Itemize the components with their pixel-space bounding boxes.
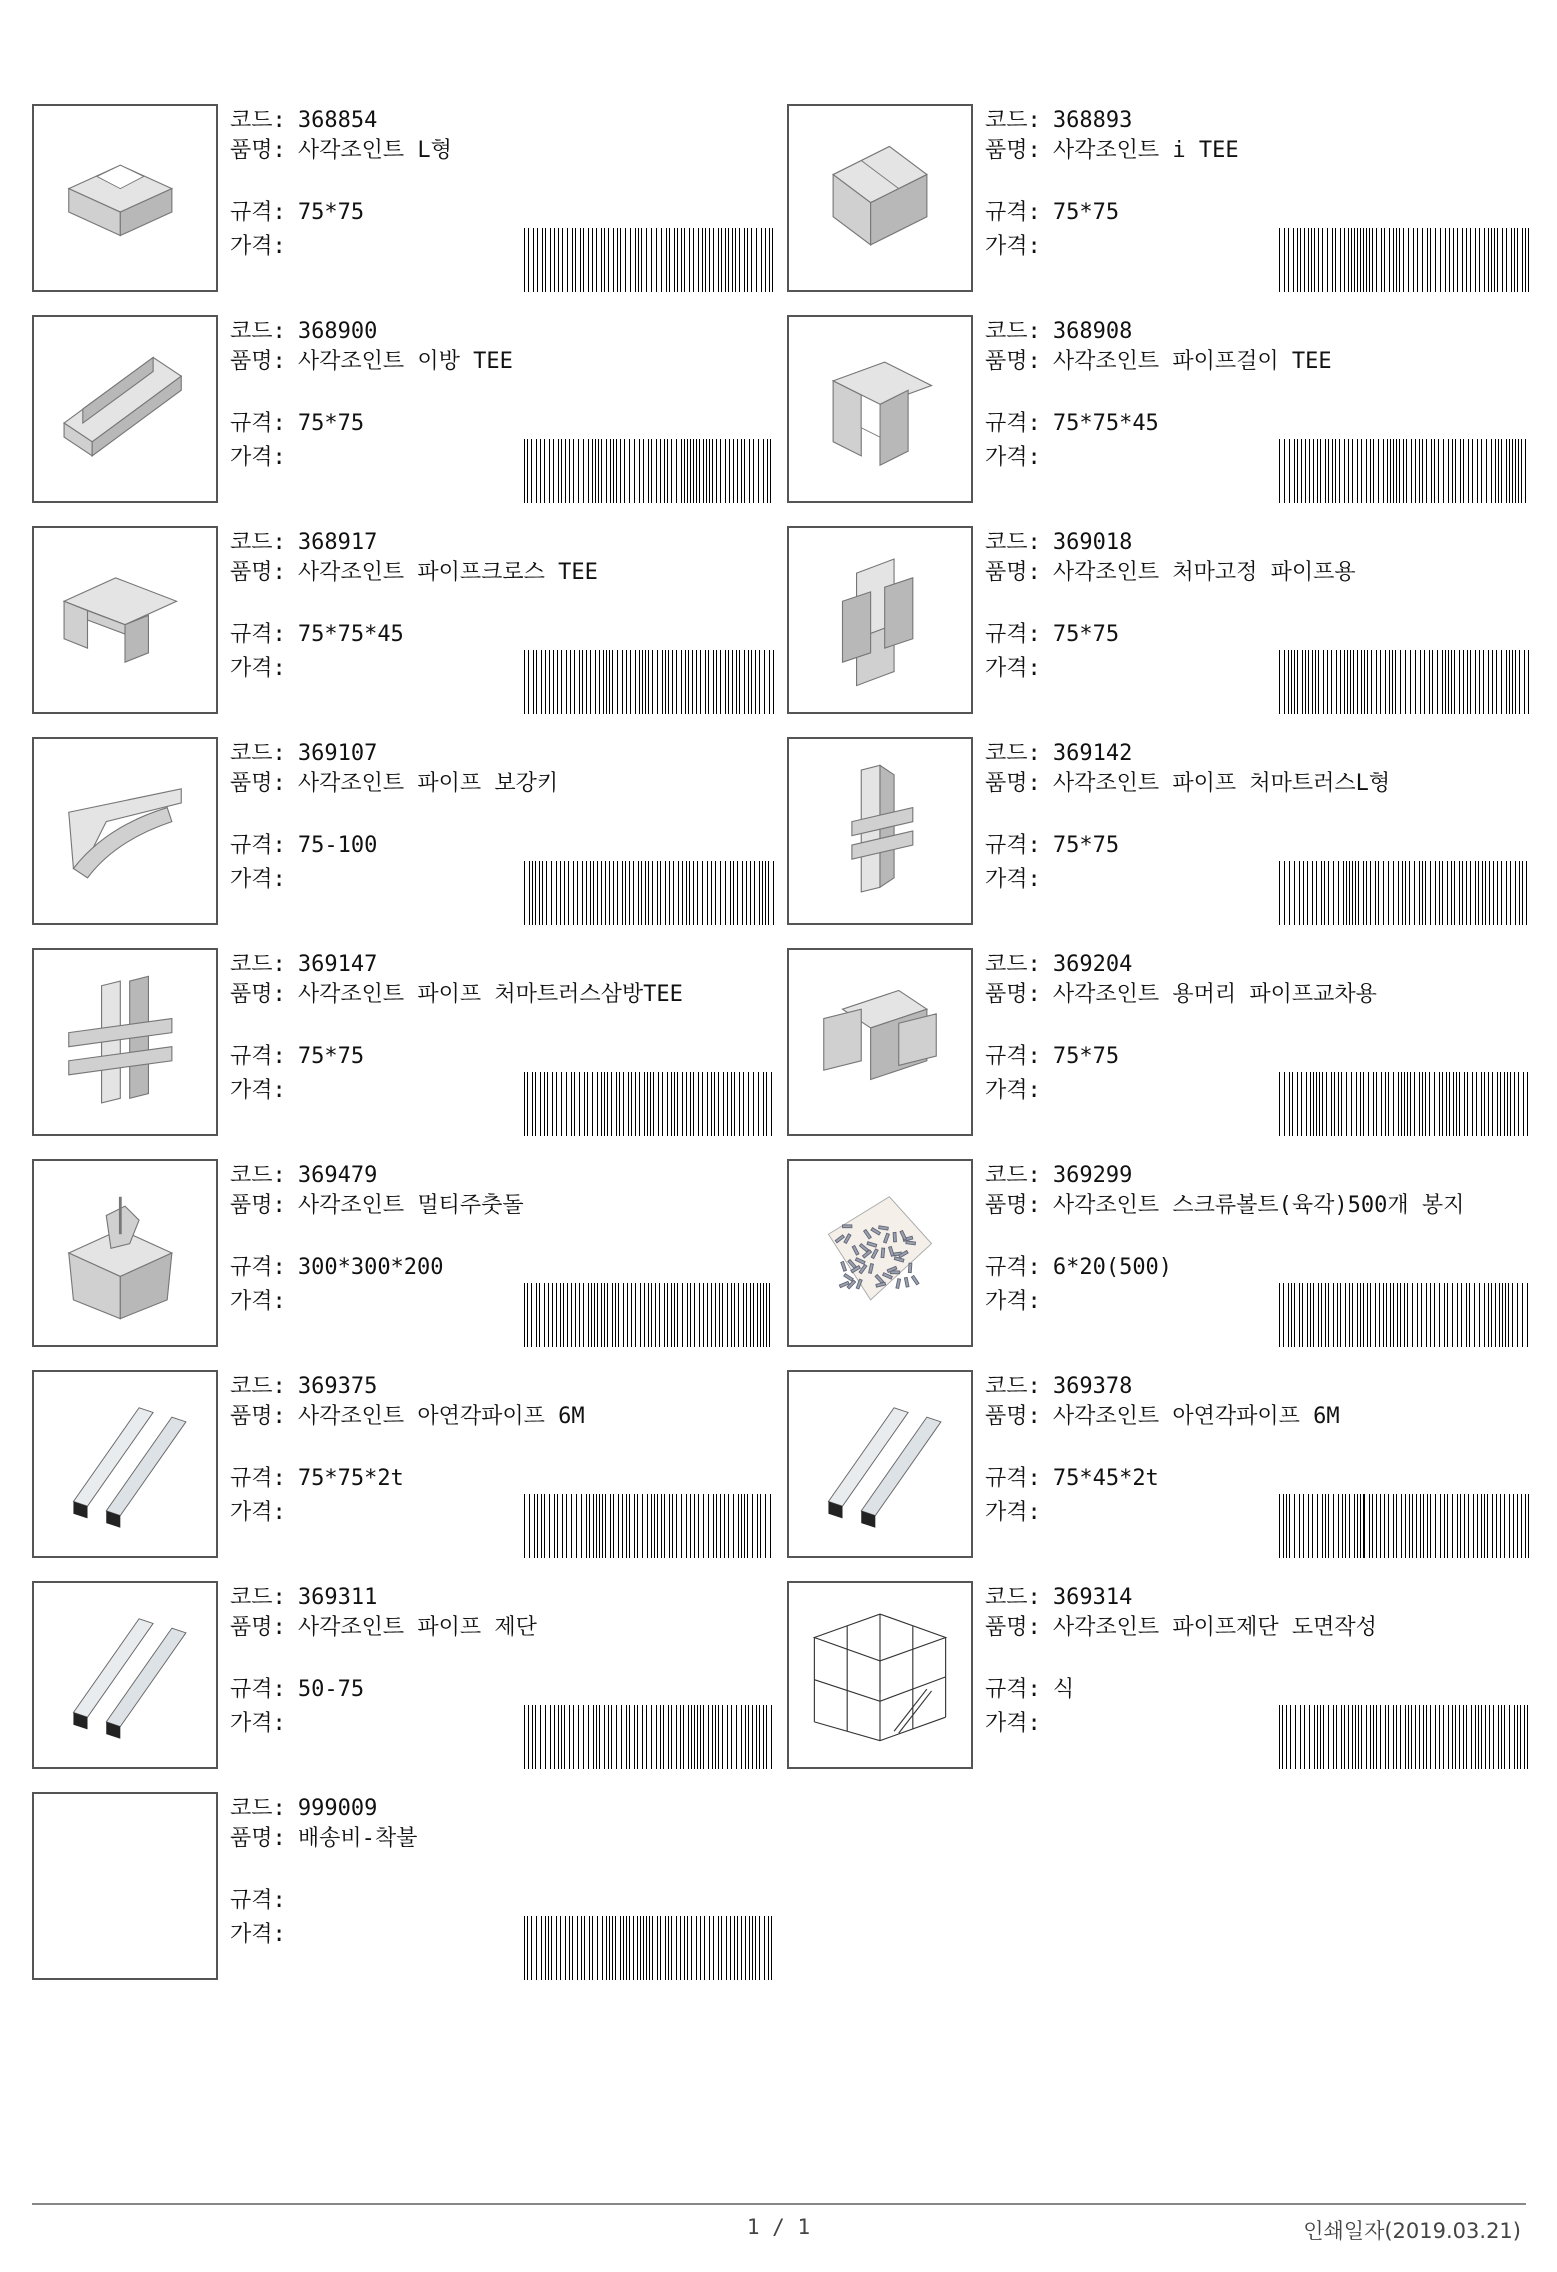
name-label: 품명: bbox=[230, 560, 286, 585]
pipe-hanger-tee-icon bbox=[805, 334, 955, 484]
spec-label: 규격: bbox=[985, 200, 1041, 225]
product-code: 369314 bbox=[1052, 1585, 1133, 1610]
spec-row bbox=[985, 1677, 1074, 1703]
name-label: 품명: bbox=[985, 1193, 1041, 1218]
barcode bbox=[1279, 1283, 1529, 1347]
name-row bbox=[985, 138, 1239, 164]
spec-label: 규격: bbox=[985, 1255, 1041, 1280]
name-label: 품명: bbox=[230, 982, 286, 1007]
name-row bbox=[985, 982, 1377, 1008]
product-spec: 75*75*45 bbox=[1052, 411, 1159, 436]
code-row bbox=[230, 741, 377, 767]
name-row bbox=[230, 138, 452, 164]
spec-label: 규격: bbox=[985, 1677, 1041, 1702]
name-label: 품명: bbox=[985, 138, 1041, 163]
product-name: 사각조인트 아연각파이프 6M bbox=[1052, 1404, 1340, 1429]
spec-row bbox=[985, 1044, 1119, 1070]
product-name: 사각조인트 용머리 파이프교차용 bbox=[1052, 982, 1377, 1007]
product-item bbox=[787, 1159, 1532, 1351]
product-thumbnail bbox=[787, 948, 973, 1136]
pipe-cross-tee-icon bbox=[50, 545, 200, 695]
code-row bbox=[985, 1163, 1132, 1189]
product-code: 368900 bbox=[297, 319, 378, 344]
product-thumbnail bbox=[32, 1159, 218, 1347]
product-item bbox=[32, 526, 777, 718]
price-label: 가격: bbox=[230, 234, 286, 259]
spec-label: 규격: bbox=[230, 200, 286, 225]
frame-structure-icon bbox=[805, 1600, 955, 1750]
spec-label: 규격: bbox=[230, 1044, 286, 1069]
code-row bbox=[230, 1374, 377, 1400]
product-code: 369375 bbox=[297, 1374, 378, 1399]
product-name: 사각조인트 파이프 보강키 bbox=[297, 771, 559, 796]
product-name: 사각조인트 스크류볼트(육각)500개 봉지 bbox=[1052, 1193, 1465, 1218]
product-item bbox=[32, 1159, 777, 1351]
spec-row bbox=[985, 833, 1119, 859]
price-row bbox=[230, 234, 298, 260]
product-spec: 300*300*200 bbox=[297, 1255, 444, 1280]
product-thumbnail bbox=[787, 315, 973, 503]
product-name: 사각조인트 파이프 처마트러스삼방TEE bbox=[297, 982, 683, 1007]
code-row bbox=[985, 741, 1132, 767]
code-row bbox=[230, 319, 377, 345]
product-code: 369018 bbox=[1052, 530, 1133, 555]
code-label: 코드: bbox=[985, 108, 1041, 133]
barcode bbox=[524, 1916, 774, 1980]
name-row bbox=[985, 349, 1332, 375]
product-spec: 75*75 bbox=[1052, 200, 1120, 225]
product-code: 369204 bbox=[1052, 952, 1133, 977]
name-row bbox=[985, 560, 1356, 586]
product-item bbox=[32, 948, 777, 1140]
price-label: 가격: bbox=[985, 1289, 1041, 1314]
product-thumbnail bbox=[32, 948, 218, 1136]
price-label: 가격: bbox=[985, 1078, 1041, 1103]
price-label: 가격: bbox=[230, 445, 286, 470]
price-row bbox=[985, 445, 1053, 471]
product-code: 369299 bbox=[1052, 1163, 1133, 1188]
product-thumbnail bbox=[787, 104, 973, 292]
barcode bbox=[1279, 1705, 1529, 1769]
name-label: 품명: bbox=[985, 1404, 1041, 1429]
name-row bbox=[985, 1615, 1377, 1641]
code-label: 코드: bbox=[985, 1374, 1041, 1399]
barcode bbox=[524, 1283, 774, 1347]
product-code: 999009 bbox=[297, 1796, 378, 1821]
square-pipe-icon bbox=[50, 1600, 200, 1750]
code-label: 코드: bbox=[230, 952, 286, 977]
code-row bbox=[230, 1585, 377, 1611]
product-spec: 75*75 bbox=[297, 1044, 365, 1069]
code-label: 코드: bbox=[985, 530, 1041, 555]
product-thumbnail bbox=[787, 737, 973, 925]
price-label: 가격: bbox=[230, 1922, 286, 1947]
price-label: 가격: bbox=[230, 1289, 286, 1314]
price-label: 가격: bbox=[985, 1500, 1041, 1525]
product-thumbnail bbox=[787, 1370, 973, 1558]
code-label: 코드: bbox=[230, 1374, 286, 1399]
code-row bbox=[985, 1585, 1132, 1611]
name-row bbox=[985, 1193, 1525, 1219]
spec-row bbox=[230, 411, 364, 437]
code-row bbox=[230, 1796, 377, 1822]
spec-label: 규격: bbox=[230, 1466, 286, 1491]
price-row bbox=[985, 656, 1053, 682]
product-name: 사각조인트 i TEE bbox=[1052, 138, 1239, 163]
price-label: 가격: bbox=[985, 1711, 1041, 1736]
barcode bbox=[524, 1494, 774, 1558]
product-thumbnail bbox=[32, 1792, 218, 1980]
product-code: 369107 bbox=[297, 741, 378, 766]
eave-truss-three-way-icon bbox=[50, 967, 200, 1117]
name-label: 품명: bbox=[230, 1615, 286, 1640]
product-spec: 75*75 bbox=[1052, 622, 1120, 647]
footer-divider bbox=[32, 2203, 1526, 2205]
eave-truss-l-icon bbox=[805, 756, 955, 906]
price-label: 가격: bbox=[230, 1078, 286, 1103]
product-item bbox=[32, 1370, 777, 1562]
square-pipe-icon bbox=[805, 1389, 955, 1539]
price-row bbox=[230, 867, 298, 893]
code-label: 코드: bbox=[230, 741, 286, 766]
product-code: 369378 bbox=[1052, 1374, 1133, 1399]
page-number: 1 / 1 bbox=[746, 2215, 811, 2239]
name-label: 품명: bbox=[230, 138, 286, 163]
name-row bbox=[230, 771, 558, 797]
product-spec: 6*20(500) bbox=[1052, 1255, 1173, 1280]
name-label: 품명: bbox=[230, 349, 286, 374]
price-row bbox=[230, 1711, 298, 1737]
code-label: 코드: bbox=[230, 1585, 286, 1610]
product-item bbox=[787, 315, 1532, 507]
name-label: 품명: bbox=[985, 349, 1041, 374]
product-thumbnail bbox=[32, 526, 218, 714]
barcode bbox=[1279, 1494, 1529, 1558]
code-label: 코드: bbox=[985, 952, 1041, 977]
product-name: 사각조인트 L형 bbox=[297, 138, 452, 163]
eave-bracket-icon bbox=[805, 545, 955, 695]
price-label: 가격: bbox=[230, 1711, 286, 1736]
price-row bbox=[985, 1711, 1053, 1737]
product-name: 사각조인트 파이프제단 도면작성 bbox=[1052, 1615, 1377, 1640]
product-spec: 75*75 bbox=[297, 411, 365, 436]
product-spec: 75*75 bbox=[1052, 833, 1120, 858]
code-label: 코드: bbox=[985, 319, 1041, 344]
code-row bbox=[985, 108, 1132, 134]
name-row bbox=[230, 560, 598, 586]
price-row bbox=[985, 1289, 1053, 1315]
product-name: 사각조인트 파이프걸이 TEE bbox=[1052, 349, 1332, 374]
name-row bbox=[230, 1615, 537, 1641]
product-spec: 75*75 bbox=[1052, 1044, 1120, 1069]
barcode bbox=[524, 228, 774, 292]
barcode bbox=[524, 861, 774, 925]
code-label: 코드: bbox=[230, 108, 286, 133]
code-row bbox=[985, 952, 1132, 978]
name-row bbox=[230, 349, 513, 375]
spec-row bbox=[230, 1677, 364, 1703]
product-item bbox=[32, 737, 777, 929]
barcode bbox=[1279, 650, 1529, 714]
name-label: 품명: bbox=[230, 771, 286, 796]
spec-row bbox=[985, 622, 1119, 648]
code-row bbox=[985, 1374, 1132, 1400]
product-spec: 75*75*45 bbox=[297, 622, 404, 647]
spec-row bbox=[230, 1044, 364, 1070]
name-row bbox=[230, 982, 770, 1008]
code-row bbox=[230, 530, 377, 556]
product-item bbox=[787, 526, 1532, 718]
spec-row bbox=[985, 411, 1159, 437]
price-row bbox=[985, 1500, 1053, 1526]
spec-row bbox=[230, 1255, 444, 1281]
ridge-cross-icon bbox=[805, 967, 955, 1117]
price-row bbox=[230, 1078, 298, 1104]
barcode bbox=[1279, 861, 1529, 925]
spec-row bbox=[230, 1466, 404, 1492]
barcode bbox=[524, 439, 774, 503]
product-name: 사각조인트 파이프 제단 bbox=[297, 1615, 537, 1640]
spec-row bbox=[985, 1466, 1159, 1492]
product-item bbox=[32, 315, 777, 507]
spec-row bbox=[985, 1255, 1172, 1281]
product-code: 368893 bbox=[1052, 108, 1133, 133]
barcode bbox=[1279, 1072, 1529, 1136]
two-way-tee-icon bbox=[50, 334, 200, 484]
code-label: 코드: bbox=[230, 319, 286, 344]
product-item bbox=[787, 1370, 1532, 1562]
spec-label: 규격: bbox=[985, 411, 1041, 436]
price-label: 가격: bbox=[985, 234, 1041, 259]
code-row bbox=[230, 108, 377, 134]
product-name: 사각조인트 아연각파이프 6M bbox=[297, 1404, 585, 1429]
product-spec: 50-75 bbox=[297, 1677, 365, 1702]
spec-row bbox=[230, 1888, 298, 1914]
name-row bbox=[230, 1193, 524, 1219]
name-row bbox=[985, 1404, 1340, 1430]
code-row bbox=[985, 319, 1132, 345]
product-name: 사각조인트 멀티주춧돌 bbox=[297, 1193, 524, 1218]
price-row bbox=[230, 656, 298, 682]
product-spec: 식 bbox=[1052, 1677, 1075, 1702]
name-label: 품명: bbox=[230, 1193, 286, 1218]
barcode bbox=[1279, 228, 1529, 292]
product-name: 사각조인트 처마고정 파이프용 bbox=[1052, 560, 1356, 585]
product-code: 369311 bbox=[297, 1585, 378, 1610]
price-label: 가격: bbox=[985, 867, 1041, 892]
code-label: 코드: bbox=[985, 741, 1041, 766]
product-code: 369142 bbox=[1052, 741, 1133, 766]
barcode bbox=[524, 1705, 774, 1769]
product-item bbox=[787, 737, 1532, 929]
product-code: 368908 bbox=[1052, 319, 1133, 344]
product-spec: 75*45*2t bbox=[1052, 1466, 1159, 1491]
name-row bbox=[230, 1404, 585, 1430]
product-thumbnail bbox=[787, 1581, 973, 1769]
product-thumbnail bbox=[787, 1159, 973, 1347]
spec-label: 규격: bbox=[230, 1255, 286, 1280]
code-label: 코드: bbox=[985, 1585, 1041, 1610]
price-row bbox=[230, 445, 298, 471]
name-label: 품명: bbox=[230, 1404, 286, 1429]
spec-label: 규격: bbox=[985, 1466, 1041, 1491]
spec-row bbox=[985, 200, 1119, 226]
code-label: 코드: bbox=[230, 1163, 286, 1188]
product-item bbox=[32, 104, 777, 296]
spec-label: 규격: bbox=[230, 1677, 286, 1702]
product-spec: 75*75*2t bbox=[297, 1466, 404, 1491]
product-thumbnail bbox=[32, 104, 218, 292]
price-row bbox=[985, 234, 1053, 260]
price-label: 가격: bbox=[230, 656, 286, 681]
product-item bbox=[787, 1581, 1532, 1773]
name-label: 품명: bbox=[985, 1615, 1041, 1640]
product-item bbox=[787, 948, 1532, 1140]
spec-label: 규격: bbox=[230, 622, 286, 647]
spec-label: 규격: bbox=[230, 411, 286, 436]
name-label: 품명: bbox=[985, 982, 1041, 1007]
print-date: 인쇄일자(2019.03.21) bbox=[1303, 2219, 1521, 2243]
spec-label: 규격: bbox=[985, 622, 1041, 647]
spec-label: 규격: bbox=[230, 1888, 286, 1913]
barcode bbox=[524, 650, 774, 714]
product-code: 369479 bbox=[297, 1163, 378, 1188]
product-name: 사각조인트 파이프 처마트러스L형 bbox=[1052, 771, 1391, 796]
product-thumbnail bbox=[32, 1581, 218, 1769]
product-thumbnail bbox=[787, 526, 973, 714]
name-label: 품명: bbox=[985, 560, 1041, 585]
product-spec: 75-100 bbox=[297, 833, 378, 858]
price-row bbox=[230, 1500, 298, 1526]
product-name: 배송비-착불 bbox=[297, 1826, 418, 1851]
spec-label: 규격: bbox=[985, 1044, 1041, 1069]
price-row bbox=[985, 1078, 1053, 1104]
square-pipe-icon bbox=[50, 1389, 200, 1539]
price-row bbox=[230, 1922, 298, 1948]
name-label: 품명: bbox=[985, 771, 1041, 796]
foundation-stone-icon bbox=[50, 1178, 200, 1328]
product-thumbnail bbox=[32, 1370, 218, 1558]
code-row bbox=[985, 530, 1132, 556]
product-code: 368917 bbox=[297, 530, 378, 555]
code-label: 코드: bbox=[230, 1796, 286, 1821]
price-label: 가격: bbox=[230, 1500, 286, 1525]
product-code: 368854 bbox=[297, 108, 378, 133]
spec-label: 규격: bbox=[230, 833, 286, 858]
l-joint-icon bbox=[50, 123, 200, 273]
product-name: 사각조인트 이방 TEE bbox=[297, 349, 513, 374]
name-row bbox=[230, 1826, 417, 1852]
product-name: 사각조인트 파이프크로스 TEE bbox=[297, 560, 598, 585]
barcode bbox=[1279, 439, 1529, 503]
product-item bbox=[32, 1792, 777, 1984]
spec-row bbox=[230, 200, 364, 226]
price-label: 가격: bbox=[985, 445, 1041, 470]
code-label: 코드: bbox=[985, 1163, 1041, 1188]
name-row bbox=[985, 771, 1390, 797]
price-label: 가격: bbox=[985, 656, 1041, 681]
product-spec: 75*75 bbox=[297, 200, 365, 225]
name-label: 품명: bbox=[230, 1826, 286, 1851]
spec-label: 규격: bbox=[985, 833, 1041, 858]
product-thumbnail bbox=[32, 737, 218, 925]
i-tee-joint-icon bbox=[805, 123, 955, 273]
price-label: 가격: bbox=[230, 867, 286, 892]
reinforcement-key-icon bbox=[50, 756, 200, 906]
price-row bbox=[230, 1289, 298, 1315]
price-row bbox=[985, 867, 1053, 893]
code-row bbox=[230, 1163, 377, 1189]
product-code: 369147 bbox=[297, 952, 378, 977]
product-item bbox=[787, 104, 1532, 296]
spec-row bbox=[230, 833, 377, 859]
barcode bbox=[524, 1072, 774, 1136]
product-thumbnail bbox=[32, 315, 218, 503]
spec-row bbox=[230, 622, 404, 648]
screw-bag-icon bbox=[805, 1178, 955, 1328]
product-item bbox=[32, 1581, 777, 1773]
code-label: 코드: bbox=[230, 530, 286, 555]
code-row bbox=[230, 952, 377, 978]
